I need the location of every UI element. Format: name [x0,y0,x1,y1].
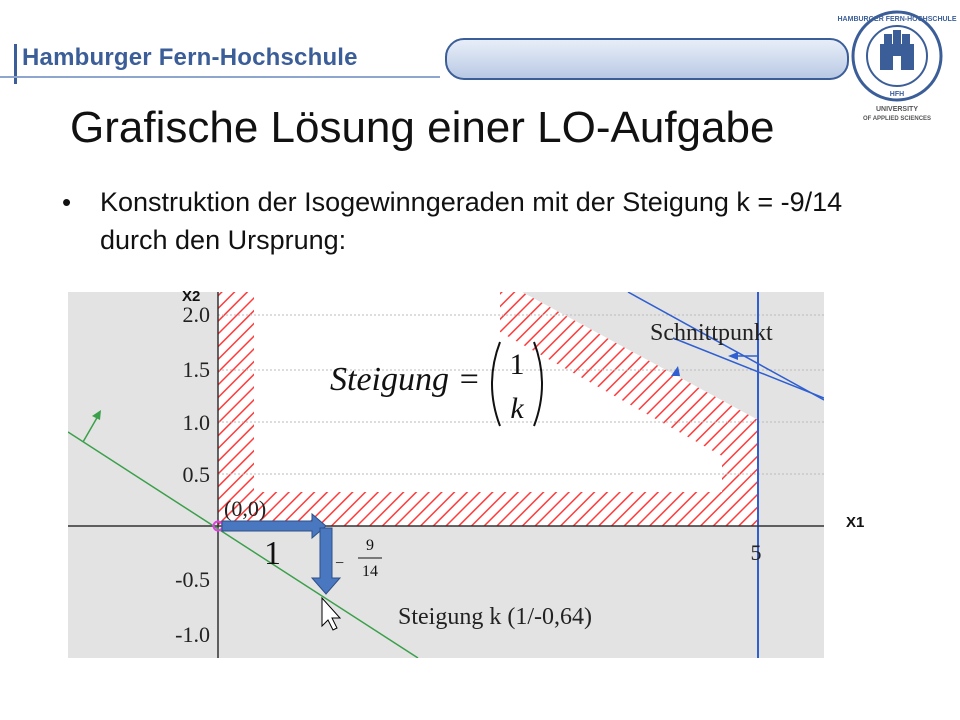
origin-label: (0,0) [224,496,267,521]
slide-title: Grafische Lösung einer LO-Aufgabe [70,103,775,152]
y-tick-label: -1.0 [175,622,210,647]
y-tick-label: 0.5 [182,462,210,487]
seal-text-top: HAMBURGER FERN-HOCHSCHULE [837,16,957,23]
steigung-label: Steigung k (1/-0,64) [398,604,592,630]
x-tick-label-5: 5 [750,540,762,565]
schnittpunkt-label: Schnittpunkt [650,320,773,346]
y-axis-label: X2 [182,288,201,305]
university-seal-logo [837,8,957,123]
y-tick-label: 1.0 [182,410,210,435]
step-x-label: 1 [264,535,281,572]
step-y-sign: − [335,555,345,572]
formula-bottom: k [510,392,524,425]
header-left-rule [14,44,17,84]
logo-text: Hamburger Fern-Hochschule [22,44,358,71]
y-tick-label: -0.5 [175,567,210,592]
step-y-den: 14 [362,563,378,580]
formula-left: Steigung = [330,361,481,398]
header-rule [0,76,440,78]
seal-subtext-2: OF APPLIED SCIENCES [862,116,932,122]
lo-graph [68,292,824,658]
y-tick-label: 1.5 [182,357,210,382]
formula-top: 1 [509,348,525,381]
seal-text-bottom: HFH [889,91,905,98]
hatch-left [218,292,254,526]
bullet-dot: • [62,187,72,217]
seal-subtext-1: UNIVERSITY [875,106,919,113]
x-axis-label: X1 [846,514,865,531]
bullet-text: Konstruktion der Isogewinngeraden mit der Steigung k = -9/14 durch den Ursprung: [100,187,843,255]
y-tick-label: 2.0 [182,302,210,327]
step-y-num: 9 [366,537,374,554]
header-band [445,38,849,80]
